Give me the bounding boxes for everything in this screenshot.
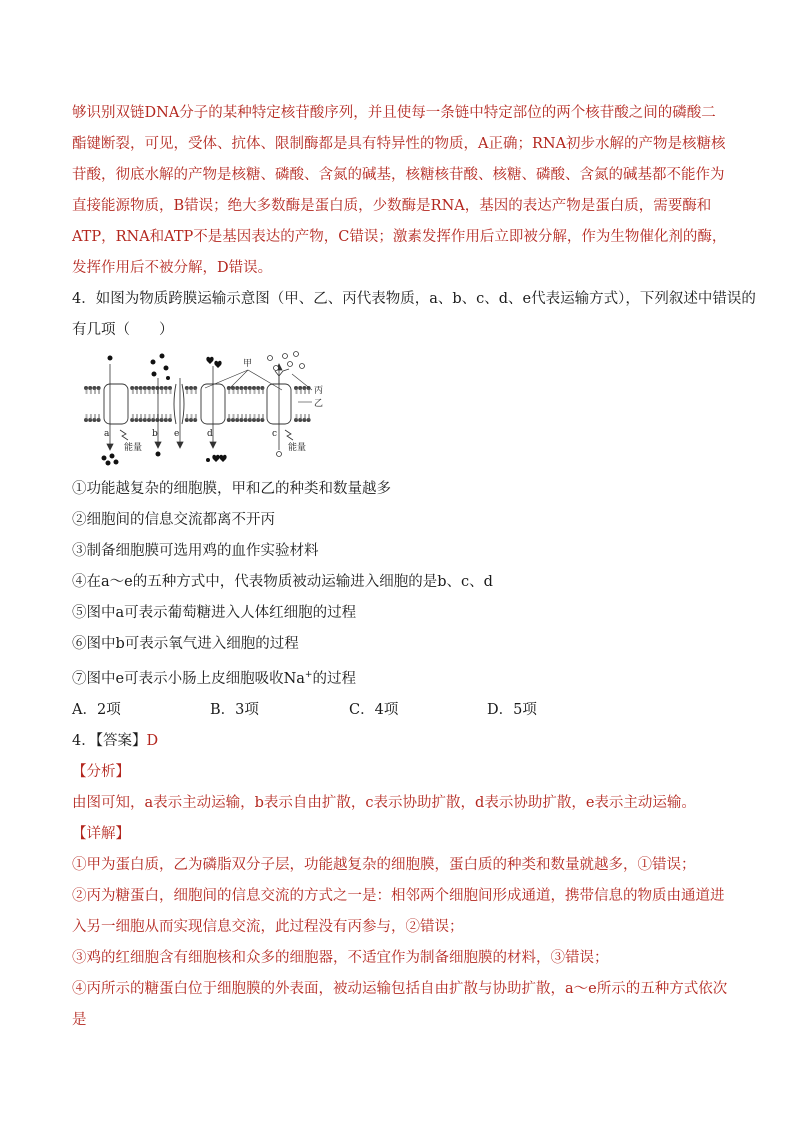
statement-4: ④在a～e的五种方式中，代表物质被动运输进入细胞的是b、c、d (72, 574, 493, 590)
statement-3: ③制备细胞膜可选用鸡的血作实验材料 (72, 543, 319, 559)
question-stem-line2: 有几项（ ） (72, 322, 174, 338)
option-d: D．5项 (487, 701, 537, 718)
membrane-diagram (80, 350, 340, 468)
glycoprotein-bing (275, 369, 289, 384)
carrier-protein-a (104, 384, 128, 424)
answer-options (72, 695, 728, 726)
detail-1: ①甲为蛋白质，乙为磷脂双分子层，功能越复杂的细胞膜，蛋白质的种类和数量就越多，①错误； (72, 856, 696, 873)
option-b: B．3项 (210, 701, 259, 718)
label-d: d (207, 429, 213, 439)
option-a: A．2项 (72, 701, 121, 718)
label-c: e (174, 429, 180, 439)
statement-6: ⑥图中b可表示氧气进入细胞的过程 (72, 636, 299, 652)
question-stem-line1: 4．如图为物质跨膜运输示意图（甲、乙、丙代表物质，a、b、c、d、e代表运输方式），下列叙述中错误的 (72, 291, 756, 307)
statement-7: ⑦图中e可表示小肠上皮细胞吸收Na+的过程 (72, 670, 356, 687)
detail-3: ③鸡的红细胞含有细胞核和众多的细胞器，不适宜作为制备细胞膜的材料，③错误； (72, 949, 609, 966)
statement-list (72, 474, 728, 695)
label-b: b (152, 429, 158, 439)
statement-1: ①功能越复杂的细胞膜，甲和乙的种类和数量越多 (72, 481, 391, 497)
analysis-tag: 【分析】 (72, 763, 130, 780)
label-e: c (272, 429, 278, 439)
option-c: C．4项 (349, 701, 399, 718)
detail-2: ②丙为糖蛋白，细胞间的信息交流的方式之一是：相邻两个细胞间形成通道，携带信息的物质由通道进入另一细胞从而实现信息交流，此过程没有丙参与，②错误； (72, 887, 725, 935)
statement-2: ②细胞间的信息交流都离不开丙 (72, 512, 275, 528)
document-page (72, 98, 756, 1036)
membrane-transport-figure (80, 350, 340, 468)
detail-tag: 【详解】 (72, 825, 130, 842)
label-bing: 丙 (314, 386, 324, 396)
answer-line: 4．【答案】D (72, 732, 159, 749)
label-jia: 甲 (243, 359, 253, 369)
analysis-text: 由图可知，a表示主动运输，b表示自由扩散，c表示协助扩散，d表示协助扩散，e表示主动运输。 (72, 794, 696, 811)
answer-value: D (146, 732, 159, 749)
label-energy-right: 能量 (288, 443, 307, 453)
label-energy-left: 能量 (124, 443, 143, 453)
previous-analysis: 够识别双链DNA分子的某种特定核苷酸序列，并且使每一条链中特定部位的两个核苷酸之间的磷酸二酯键断裂，可见，受体、抗体、限制酶都是具有特异性的物质，A正确；RNA初步水解的产物是核糖核苷酸，彻底水解的产物是核糖、磷酸、含氮的碱基，核糖核苷酸、核糖、磷酸、含氮的碱基都不能作为直接能源物质，B错误；绝大多数酶是蛋白质，少数酶是RNA，基因的表达产物是蛋白质，需要酶和ATP，RNA和ATP不是基因表达的产物，C错误；激素发挥作用后立即被分解，作为生物催化剂的酶，发挥作用后不被分解，D错误。 (72, 105, 727, 276)
label-yi: 乙 (314, 399, 324, 409)
detail-4: ④丙所示的糖蛋白位于细胞膜的外表面，被动运输包括自由扩散与协助扩散，a～e所示的五种方式依次是 (72, 980, 728, 1028)
protein-c (174, 384, 184, 424)
label-a: a (104, 429, 110, 439)
statement-5: ⑤图中a可表示葡萄糖进入人体红细胞的过程 (72, 605, 357, 621)
